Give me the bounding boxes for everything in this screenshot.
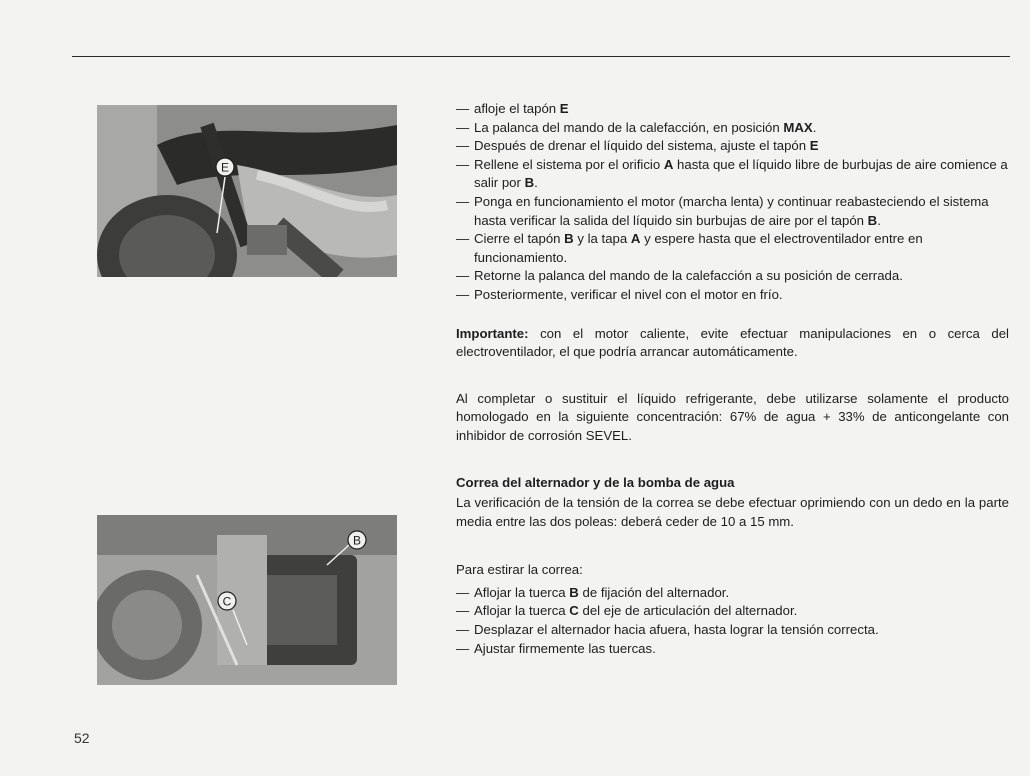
callout-e-label: E: [220, 160, 230, 175]
refill-steps-list: [456, 100, 1009, 305]
list-item: — Rellene el sistema por el orificio A hasta que el líquido libre de burbujas de aire comience a salir por B.: [456, 156, 1009, 193]
list-item: — Posteriormente, verificar el nivel con el motor en frío.: [456, 286, 1009, 305]
header-rule: [72, 56, 1010, 57]
list-item: — Cierre el tapón B y la tapa A y espere hasta que el electroventilador entre en funcionamiento.: [456, 230, 1009, 267]
list-item: — Desplazar el alternador hacia afuera, hasta lograr la tensión correcta.: [456, 621, 1009, 640]
list-item: — La palanca del mando de la calefacción, en posición MAX.: [456, 119, 1009, 138]
tension-intro: Para estirar la correa:: [456, 562, 583, 578]
coolant-paragraph: Al completar o sustituir el líquido refrigerante, debe utilizarse solamente el producto homologado en la siguiente concentración: 67% de agua + 33% de anticongelante con inhibidor de corrosión SEVEL.: [456, 390, 1009, 443]
important-note: Importante: con el motor caliente, evite efectuar manipulaciones en o cerca del electroventilador, el que podría arrancar automáticamente.: [456, 325, 1009, 360]
list-item: — Ajustar firmemente las tuercas.: [456, 640, 1009, 659]
engine-photo-drain-cap: [97, 105, 397, 277]
list-item: — Retorne la palanca del mando de la calefacción a su posición de cerrada.: [456, 267, 1009, 286]
text-column: [456, 100, 1009, 658]
important-label: Importante:: [456, 325, 529, 341]
list-item: — Aflojar la tuerca C del eje de articulación del alternador.: [456, 602, 1009, 621]
belt-section-heading: Correa del alternador y de la bomba de agua: [456, 474, 735, 490]
callout-b-label: B: [352, 533, 362, 548]
alternator-photo: [97, 515, 397, 685]
belt-paragraph: La verificación de la tensión de la correa se debe efectuar oprimiendo con un dedo en la parte media entre las dos poleas: deberá ceder de 10 a 15 mm.: [456, 495, 1009, 529]
tension-steps-list: [456, 584, 1009, 658]
list-item: — Después de drenar el líquido del sistema, ajuste el tapón E: [456, 137, 1009, 156]
list-item: — Aflojar la tuerca B de fijación del alternador.: [456, 584, 1009, 603]
list-item: — afloje el tapón E: [456, 100, 1009, 119]
alternator-photo-drawing: [97, 515, 397, 685]
callout-c-label: C: [222, 594, 232, 609]
page-number: 52: [74, 730, 90, 746]
list-item: — Ponga en funcionamiento el motor (marcha lenta) y continuar reabasteciendo el sistema hasta verificar la salida del líquido sin burbujas de aire por el tapón B.: [456, 193, 1009, 230]
engine-photo-top-drawing: [97, 105, 397, 277]
